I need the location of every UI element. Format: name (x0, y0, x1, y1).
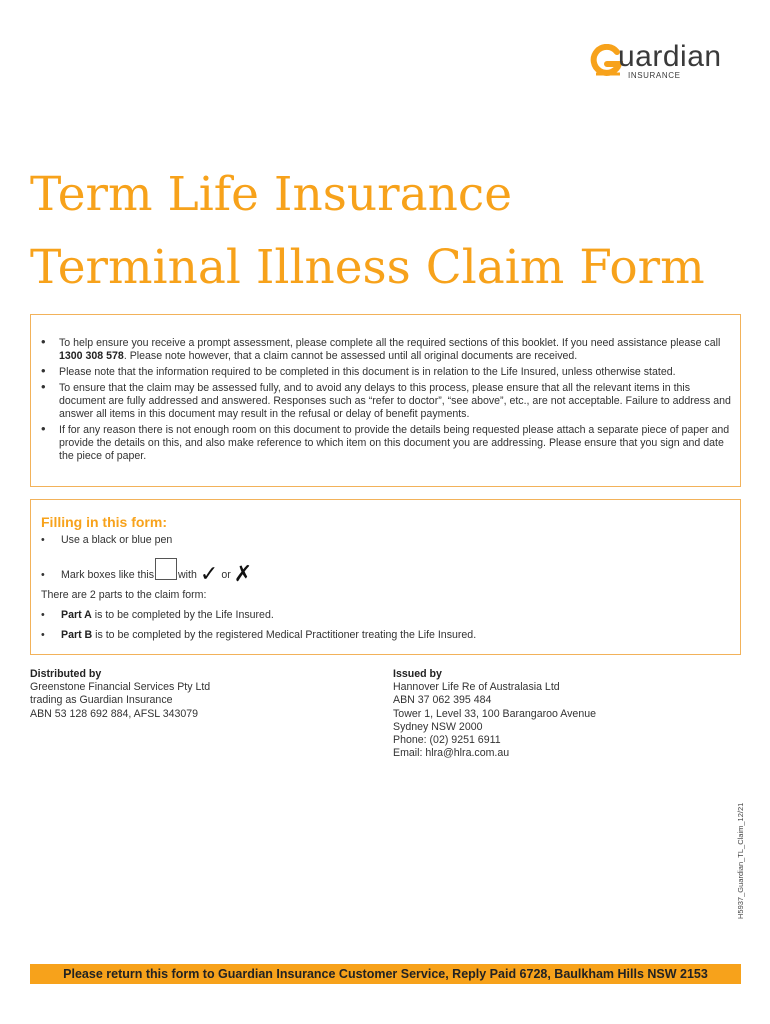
logo-subtitle: INSURANCE (628, 71, 681, 80)
issued-line: Hannover Life Re of Australasia Ltd (393, 681, 560, 694)
page-title-line-1: Term Life Insurance (30, 167, 513, 222)
cross-icon: ✗ (233, 561, 253, 586)
issued-by-block (393, 668, 596, 760)
intro-item-1: • To help ensure you receive a prompt assessment, please complete all the required sections of this booklet. If you need assistance please call 1300 308 578. Please note however, that a claim cannot be assessed until all original documents are received. (59, 337, 731, 363)
part-b-item: • Part B is to be completed by the registered Medical Practitioner treating the Life Insured. (41, 629, 477, 641)
distributed-by-heading: Distributed by (30, 668, 102, 680)
issued-line: ABN 37 062 395 484 (393, 694, 492, 707)
intro-item-4: • If for any reason there is not enough room on this document to provide the details being requested please attach a separate piece of paper and provide the details on this, and also make reference to which item on this document you are addressing. Please ensure that you sign and date the piece of paper. (59, 424, 731, 463)
part-a-item: • Part A is to be completed by the Life Insured. (41, 609, 274, 621)
page-title-line-2: Terminal Illness Claim Form (30, 240, 705, 295)
pen-instruction: • Use a black or blue pen (41, 534, 173, 546)
example-checkbox (155, 558, 177, 580)
intro-box (30, 314, 741, 487)
guardian-logo (590, 42, 745, 82)
distributed-line: ABN 53 128 692 884, AFSL 343079 (30, 707, 199, 720)
mark-instruction: • Mark boxes like this with ✓ or ✗ (41, 558, 255, 587)
distributed-line: trading as Guardian Insurance (30, 694, 173, 707)
filling-box (30, 499, 741, 655)
parts-intro: There are 2 parts to the claim form: (41, 589, 207, 601)
document-code: H5937_Guardian_TL_Claim_12/21 (736, 802, 745, 919)
logo-wordmark: uardian (618, 40, 722, 73)
distributed-by-block (30, 668, 210, 721)
issued-line: Tower 1, Level 33, 100 Barangaroo Avenue (393, 707, 596, 720)
intro-item-2: • Please note that the information required to be completed in this document is in relation to the Life Insured, unless otherwise stated. (59, 366, 731, 379)
issued-line: Phone: (02) 9251 6911 (393, 734, 501, 747)
return-address-banner: Please return this form to Guardian Insurance Customer Service, Reply Paid 6728, Baulkham Hills NSW 2153 (30, 964, 741, 984)
tick-icon: ✓ (199, 561, 219, 586)
distributed-line: Greenstone Financial Services Pty Ltd (30, 681, 211, 694)
issued-by-heading: Issued by (393, 668, 442, 680)
phone-number: 1300 308 578 (59, 350, 124, 362)
issued-line: Email: hlra@hlra.com.au (393, 747, 510, 760)
intro-item-3: • To ensure that the claim may be assessed fully, and to avoid any delays to this process, please ensure that all the relevant items in this document are fully addressed and answered. Responses such as “refer to doctor”, “see above”, etc., are not acceptable. Failure to address and answer all items in this document may result in the refusal or delay of benefit payments. (59, 382, 731, 421)
intro-list (59, 337, 731, 466)
filling-heading: Filling in this form: (41, 514, 167, 530)
issued-line: Sydney NSW 2000 (393, 720, 483, 733)
